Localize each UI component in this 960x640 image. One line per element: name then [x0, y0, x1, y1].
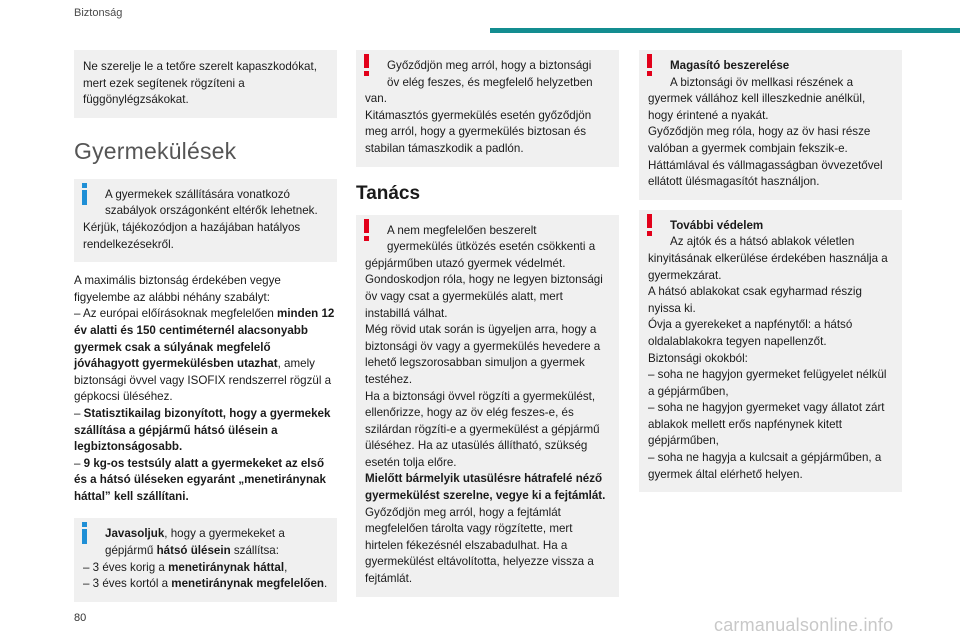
protection-p2: A hátsó ablakokat csak egyharmad részig nyissa ki.	[648, 285, 862, 315]
protection-rest: kinyitásának elkerülése érdekében használja a gyermekzárat.	[648, 251, 888, 282]
advice-p5: Győződjön meg arról, hogy a fejtámlát megfelelően tárolta vagy rögzítette, mert hirtelen fékezésnél elszabadulhat. Ha a gyermekülést eltávolította, helyezze vissza a fejtámlát.	[365, 505, 594, 586]
info-rest: Kérjük, tájékozódjon a hazájában hatályos rendelkezésekről.	[83, 220, 301, 251]
booster-title: Magasító beszerelése	[670, 59, 790, 72]
booster-p2: Győződjön meg róla, hogy az öv hasi része valóban a gyermek combjain fekszik-e.	[648, 125, 871, 155]
recommendation-item-2: – 3 éves kortól a menetiránynak megfelelően.	[83, 577, 328, 591]
info-box-recommendation	[74, 518, 337, 601]
advice-p2: Gondoskodjon róla, hogy ne legyen biztonsági öv vagy csat a gyermekülés alatt, mert instabillá válhat.	[365, 273, 603, 320]
header-accent-bar	[490, 28, 960, 33]
protection-item-3: – soha ne hagyja a kulcsait a gépjárműben, a gyermek által elérhető helyen.	[648, 451, 882, 481]
rule-3: – 9 kg-os testsúly alatt a gyermekeket az első és a hátsó üléseken egyaránt „menetiránynak háttal” kell szállítani.	[74, 456, 326, 503]
header-section-title: Biztonság	[74, 7, 123, 19]
protection-p4: Biztonsági okokból:	[648, 351, 748, 365]
info-line-1: A gyermekek szállítására vonatkozó	[105, 187, 290, 201]
rules-text	[74, 273, 337, 505]
advice-p3: Még rövid utak során is ügyeljen arra, hogy a biztonsági öv vagy a gyermekülés hevedere a lehető legszorosabban simuljon a gyermek testéhez.	[365, 323, 601, 386]
recommendation-item-1: – 3 éves korig a menetiránynak háttal,	[83, 560, 288, 574]
note-text: Ne szerelje le a tetőre szerelt kapaszkodókat, mert ezek segítenek rögzíteni a függönylégzsákokat.	[83, 60, 317, 107]
warning-box-protection	[639, 210, 902, 493]
column-2	[356, 50, 619, 597]
warning-box-belt	[356, 50, 619, 167]
recommendation-line-1: Javasoljuk, hogy a gyermekeket a	[105, 527, 285, 541]
advice-bold: Mielőtt bármelyik utasülésre hátrafelé néző gyermekülést szerelne, vegye ki a fejtámlát.	[365, 472, 606, 503]
warn-line-2: öv elég feszes, és megfelelő helyzetben	[387, 75, 593, 89]
warning-box-advice	[356, 215, 619, 597]
protection-item-1: – soha ne hagyjon gyermeket felügyelet nélkül a gépjárműben,	[648, 368, 887, 398]
warning-icon	[362, 54, 372, 76]
warning-icon	[645, 214, 655, 236]
warning-icon	[645, 54, 655, 76]
page-number: 80	[74, 612, 87, 624]
protection-p3: Óvja a gyerekeket a napfénytől: a hátsó oldalablakokra tegyen napellenzőt.	[648, 318, 853, 348]
column-3	[639, 50, 902, 492]
booster-p3: Háttámlával és vállmagasságban övvezetővel ellátott ülésmagasítót használjon.	[648, 158, 883, 189]
section-heading-gyermekulesek: Gyermekülések	[74, 137, 237, 164]
rule-1: – Az európai előírásoknak megfelelően minden 12 év alatti és 150 centiméternél alacsonyabb gyermek csak a súlyának megfelelő jóváhagyott gyermekülésben utazhat, amely biztonsági övvel vagy ISOFIX rendszerrel rögzül a gépkocsi üléséhez.	[74, 307, 335, 404]
watermark: carmanualsonline.info	[714, 615, 894, 635]
info-line-2: szabályok országonként eltérők lehetnek.	[105, 204, 318, 218]
rule-2: – Statisztikailag bizonyított, hogy a gyermekek szállítása a gépjármű hátsó ülésein a legbiztonságosabb.	[74, 406, 331, 454]
note-box	[74, 50, 337, 118]
warn-rest: van.	[365, 92, 387, 106]
advice-line-1: A nem megfelelően beszerelt	[387, 223, 537, 237]
advice-p4: Ha a biztonsági övvel rögzíti a gyermekülést, ellenőrizze, hogy az öv elég feszes-e, és szilárdan rögzíti-e a gyermekülést a gépjármű üléséhez. Ha az utasülés állítható, szükség esetén tolja előre.	[365, 389, 600, 469]
section-heading-tanacs: Tanács	[356, 182, 421, 204]
booster-rest: gyermek vállához kell illeszkednie anélkül, hogy érintené a nyakát.	[648, 92, 866, 122]
warn-p2: Kitámasztós gyermekülés esetén győződjön meg arról, hogy a gyermekülés biztosan és stabilan támaszkodik a padlón.	[365, 108, 592, 155]
warning-box-booster	[639, 50, 902, 200]
column-1	[74, 50, 337, 602]
recommendation-line-2: gépjármű hátsó ülésein szállítsa:	[105, 544, 279, 558]
protection-item-2: – soha ne hagyjon gyermeket vagy állatot zárt ablakok mellett erős napfénynek kitett gépjárműben,	[648, 401, 885, 448]
protection-title: További védelem	[670, 218, 764, 232]
advice-line-2: gyermekülés ütközés esetén csökkenti a	[387, 240, 596, 254]
warning-icon	[362, 219, 372, 241]
rules-intro: A maximális biztonság érdekében vegye figyelembe az alábbi néhány szabályt:	[74, 274, 281, 304]
booster-line-2: A biztonsági öv mellkasi részének a	[670, 75, 854, 89]
protection-line-2: Az ajtók és a hátsó ablakok véletlen	[670, 235, 855, 249]
warn-line-1: Győződjön meg arról, hogy a biztonsági	[387, 59, 592, 72]
info-icon	[80, 522, 90, 544]
info-box-regulations	[74, 179, 337, 262]
advice-rest: gépjárműben utazó gyermek védelmét.	[365, 256, 566, 270]
